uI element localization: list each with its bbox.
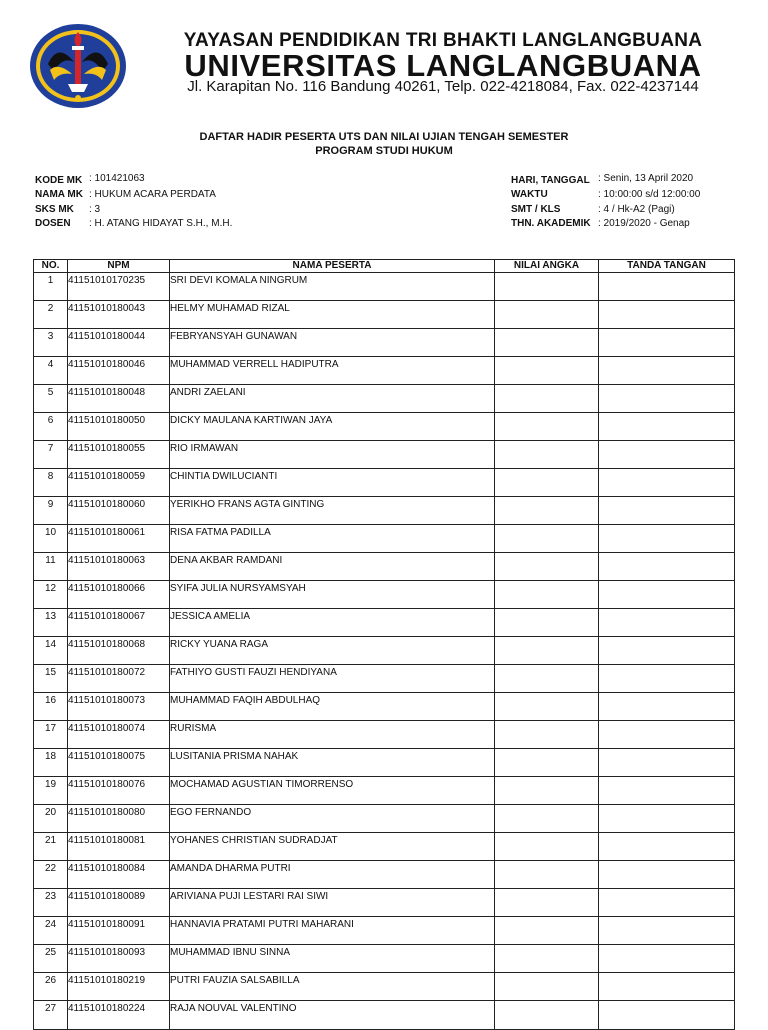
student-id: 41151010180075 <box>68 749 170 777</box>
table-row <box>34 441 735 469</box>
row-number: 25 <box>34 945 68 973</box>
student-id: 41151010180048 <box>68 385 170 413</box>
student-id: 41151010180055 <box>68 441 170 469</box>
column-header: NPM <box>68 260 170 273</box>
meta-value: : 4 / Hk-A2 (Pagi) <box>598 204 675 215</box>
table-row <box>34 469 735 497</box>
meta-label: NAMA MK <box>35 189 83 200</box>
score-cell[interactable] <box>495 497 599 525</box>
student-name: MOCHAMAD AGUSTIAN TIMORRENSO <box>170 777 495 805</box>
row-number: 17 <box>34 721 68 749</box>
meta-value: : 2019/2020 - Genap <box>598 218 690 229</box>
student-name: ANDRI ZAELANI <box>170 385 495 413</box>
table-row <box>34 385 735 413</box>
table-row <box>34 861 735 889</box>
row-number: 20 <box>34 805 68 833</box>
signature-cell[interactable] <box>599 805 735 833</box>
meta-value: : 101421063 <box>89 173 145 184</box>
table-row <box>34 945 735 973</box>
signature-cell[interactable] <box>599 833 735 861</box>
signature-cell[interactable] <box>599 665 735 693</box>
table-row <box>34 693 735 721</box>
row-number: 15 <box>34 665 68 693</box>
meta-label: HARI, TANGGAL <box>511 175 590 186</box>
row-number: 18 <box>34 749 68 777</box>
student-id: 41151010180084 <box>68 861 170 889</box>
row-number: 16 <box>34 693 68 721</box>
student-id: 41151010180050 <box>68 413 170 441</box>
table-row <box>34 637 735 665</box>
row-number: 1 <box>34 273 68 301</box>
table-row <box>34 973 735 1001</box>
meta-value: : 10:00:00 s/d 12:00:00 <box>598 189 701 200</box>
student-name: LUSITANIA PRISMA NAHAK <box>170 749 495 777</box>
score-cell[interactable] <box>495 1001 599 1030</box>
row-number: 3 <box>34 329 68 357</box>
student-name: PUTRI FAUZIA SALSABILLA <box>170 973 495 1001</box>
row-number: 2 <box>34 301 68 329</box>
score-cell[interactable] <box>495 777 599 805</box>
signature-cell[interactable] <box>599 329 735 357</box>
meta-label: DOSEN <box>35 218 71 229</box>
signature-cell[interactable] <box>599 889 735 917</box>
score-cell[interactable] <box>495 973 599 1001</box>
table-row <box>34 273 735 301</box>
table-row <box>34 609 735 637</box>
table-row <box>34 581 735 609</box>
signature-cell[interactable] <box>599 413 735 441</box>
student-name: FATHIYO GUSTI FAUZI HENDIYANA <box>170 665 495 693</box>
student-name: RIO IRMAWAN <box>170 441 495 469</box>
row-number: 7 <box>34 441 68 469</box>
document-title: DAFTAR HADIR PESERTA UTS DAN NILAI UJIAN TENGAH SEMESTER <box>199 131 569 143</box>
row-number: 23 <box>34 889 68 917</box>
student-id: 41151010180076 <box>68 777 170 805</box>
score-cell[interactable] <box>495 917 599 945</box>
student-name: RICKY YUANA RAGA <box>170 637 495 665</box>
student-name: FEBRYANSYAH GUNAWAN <box>170 329 495 357</box>
score-cell[interactable] <box>495 833 599 861</box>
student-name: ARIVIANA PUJI LESTARI RAI SIWI <box>170 889 495 917</box>
signature-cell[interactable] <box>599 637 735 665</box>
student-name: HANNAVIA PRATAMI PUTRI MAHARANI <box>170 917 495 945</box>
table-row <box>34 553 735 581</box>
meta-value: : HUKUM ACARA PERDATA <box>89 189 216 200</box>
signature-cell[interactable] <box>599 441 735 469</box>
meta-label: SMT / KLS <box>511 204 561 215</box>
student-id: 41151010180063 <box>68 553 170 581</box>
score-cell[interactable] <box>495 581 599 609</box>
meta-label: WAKTU <box>511 189 548 200</box>
column-header: TANDA TANGAN <box>599 260 735 273</box>
table-body <box>34 273 735 1030</box>
table-row <box>34 777 735 805</box>
table-header-row <box>34 260 735 273</box>
score-cell[interactable] <box>495 637 599 665</box>
student-name: SRI DEVI KOMALA NINGRUM <box>170 273 495 301</box>
column-header: NAMA PESERTA <box>170 260 495 273</box>
score-cell[interactable] <box>495 385 599 413</box>
score-cell[interactable] <box>495 301 599 329</box>
table-row <box>34 497 735 525</box>
student-id: 41151010180093 <box>68 945 170 973</box>
student-id: 41151010180074 <box>68 721 170 749</box>
student-id: 41151010180091 <box>68 917 170 945</box>
score-cell[interactable] <box>495 861 599 889</box>
score-cell[interactable] <box>495 525 599 553</box>
signature-cell[interactable] <box>599 357 735 385</box>
student-name: CHINTIA DWILUCIANTI <box>170 469 495 497</box>
student-id: 41151010180043 <box>68 301 170 329</box>
student-id: 41151010170235 <box>68 273 170 301</box>
column-header: NO. <box>34 260 68 273</box>
score-cell[interactable] <box>495 413 599 441</box>
meta-label: KODE MK <box>35 175 83 186</box>
row-number: 24 <box>34 917 68 945</box>
row-number: 12 <box>34 581 68 609</box>
table-row <box>34 805 735 833</box>
student-name: MUHAMMAD IBNU SINNA <box>170 945 495 973</box>
row-number: 13 <box>34 609 68 637</box>
student-name: YOHANES CHRISTIAN SUDRADJAT <box>170 833 495 861</box>
signature-cell[interactable] <box>599 385 735 413</box>
table-row <box>34 301 735 329</box>
signature-cell[interactable] <box>599 525 735 553</box>
row-number: 26 <box>34 973 68 1001</box>
score-cell[interactable] <box>495 889 599 917</box>
student-name: RISA FATMA PADILLA <box>170 525 495 553</box>
score-cell[interactable] <box>495 609 599 637</box>
score-cell[interactable] <box>495 329 599 357</box>
student-name: DICKY MAULANA KARTIWAN JAYA <box>170 413 495 441</box>
attendance-table <box>33 259 735 1030</box>
row-number: 14 <box>34 637 68 665</box>
student-id: 41151010180061 <box>68 525 170 553</box>
table-row <box>34 665 735 693</box>
row-number: 22 <box>34 861 68 889</box>
student-id: 41151010180044 <box>68 329 170 357</box>
table-row <box>34 917 735 945</box>
column-header: NILAI ANGKA <box>495 260 599 273</box>
score-cell[interactable] <box>495 749 599 777</box>
table-row <box>34 749 735 777</box>
student-name: RAJA NOUVAL VALENTINO <box>170 1001 495 1030</box>
document-subtitle: PROGRAM STUDI HUKUM <box>315 145 453 157</box>
score-cell[interactable] <box>495 357 599 385</box>
score-cell[interactable] <box>495 553 599 581</box>
signature-cell[interactable] <box>599 581 735 609</box>
signature-cell[interactable] <box>599 553 735 581</box>
student-name: DENA AKBAR RAMDANI <box>170 553 495 581</box>
table-row <box>34 1001 735 1030</box>
student-id: 41151010180073 <box>68 693 170 721</box>
student-name: AMANDA DHARMA PUTRI <box>170 861 495 889</box>
row-number: 6 <box>34 413 68 441</box>
signature-cell[interactable] <box>599 945 735 973</box>
score-cell[interactable] <box>495 693 599 721</box>
score-cell[interactable] <box>495 441 599 469</box>
score-cell[interactable] <box>495 721 599 749</box>
student-id: 41151010180081 <box>68 833 170 861</box>
student-id: 41151010180089 <box>68 889 170 917</box>
signature-cell[interactable] <box>599 973 735 1001</box>
signature-cell[interactable] <box>599 861 735 889</box>
signature-cell[interactable] <box>599 777 735 805</box>
university-emblem-logo <box>28 22 128 110</box>
signature-cell[interactable] <box>599 1001 735 1030</box>
score-cell[interactable] <box>495 273 599 301</box>
row-number: 5 <box>34 385 68 413</box>
table-row <box>34 357 735 385</box>
score-cell[interactable] <box>495 805 599 833</box>
student-id: 41151010180067 <box>68 609 170 637</box>
signature-cell[interactable] <box>599 273 735 301</box>
table-row <box>34 413 735 441</box>
signature-cell[interactable] <box>599 917 735 945</box>
score-cell[interactable] <box>495 469 599 497</box>
signature-cell[interactable] <box>599 693 735 721</box>
student-name: YERIKHO FRANS AGTA GINTING <box>170 497 495 525</box>
table-row <box>34 833 735 861</box>
student-id: 41151010180224 <box>68 1001 170 1030</box>
signature-cell[interactable] <box>599 497 735 525</box>
row-number: 19 <box>34 777 68 805</box>
student-name: RURISMA <box>170 721 495 749</box>
student-id: 41151010180068 <box>68 637 170 665</box>
score-cell[interactable] <box>495 665 599 693</box>
signature-cell[interactable] <box>599 469 735 497</box>
foundation-name: YAYASAN PENDIDIKAN TRI BHAKTI LANGLANGBUANA <box>183 30 703 51</box>
signature-cell[interactable] <box>599 301 735 329</box>
student-name: HELMY MUHAMAD RIZAL <box>170 301 495 329</box>
meta-label: THN. AKADEMIK <box>511 218 591 229</box>
meta-value: : Senin, 13 April 2020 <box>598 173 694 184</box>
student-id: 41151010180072 <box>68 665 170 693</box>
signature-cell[interactable] <box>599 721 735 749</box>
student-id: 41151010180060 <box>68 497 170 525</box>
student-id: 41151010180046 <box>68 357 170 385</box>
student-name: MUHAMMAD VERRELL HADIPUTRA <box>170 357 495 385</box>
table-row <box>34 889 735 917</box>
university-name: UNIVERSITAS LANGLANGBUANA <box>184 48 702 83</box>
university-address: Jl. Karapitan No. 116 Bandung 40261, Telp. 022-4218084, Fax. 022-4237144 <box>187 78 699 95</box>
student-name: SYIFA JULIA NURSYAMSYAH <box>170 581 495 609</box>
student-name: EGO FERNANDO <box>170 805 495 833</box>
meta-label: SKS MK <box>35 204 74 215</box>
row-number: 8 <box>34 469 68 497</box>
student-id: 41151010180219 <box>68 973 170 1001</box>
row-number: 11 <box>34 553 68 581</box>
row-number: 4 <box>34 357 68 385</box>
table-row <box>34 525 735 553</box>
signature-cell[interactable] <box>599 749 735 777</box>
student-name: JESSICA AMELIA <box>170 609 495 637</box>
meta-value: : H. ATANG HIDAYAT S.H., M.H. <box>89 218 233 229</box>
row-number: 10 <box>34 525 68 553</box>
score-cell[interactable] <box>495 945 599 973</box>
table-row <box>34 329 735 357</box>
student-name: MUHAMMAD FAQIH ABDULHAQ <box>170 693 495 721</box>
student-id: 41151010180059 <box>68 469 170 497</box>
row-number: 21 <box>34 833 68 861</box>
meta-value: : 3 <box>89 204 101 215</box>
table-row <box>34 721 735 749</box>
student-id: 41151010180080 <box>68 805 170 833</box>
row-number: 27 <box>34 1001 68 1030</box>
student-id: 41151010180066 <box>68 581 170 609</box>
row-number: 9 <box>34 497 68 525</box>
signature-cell[interactable] <box>599 609 735 637</box>
